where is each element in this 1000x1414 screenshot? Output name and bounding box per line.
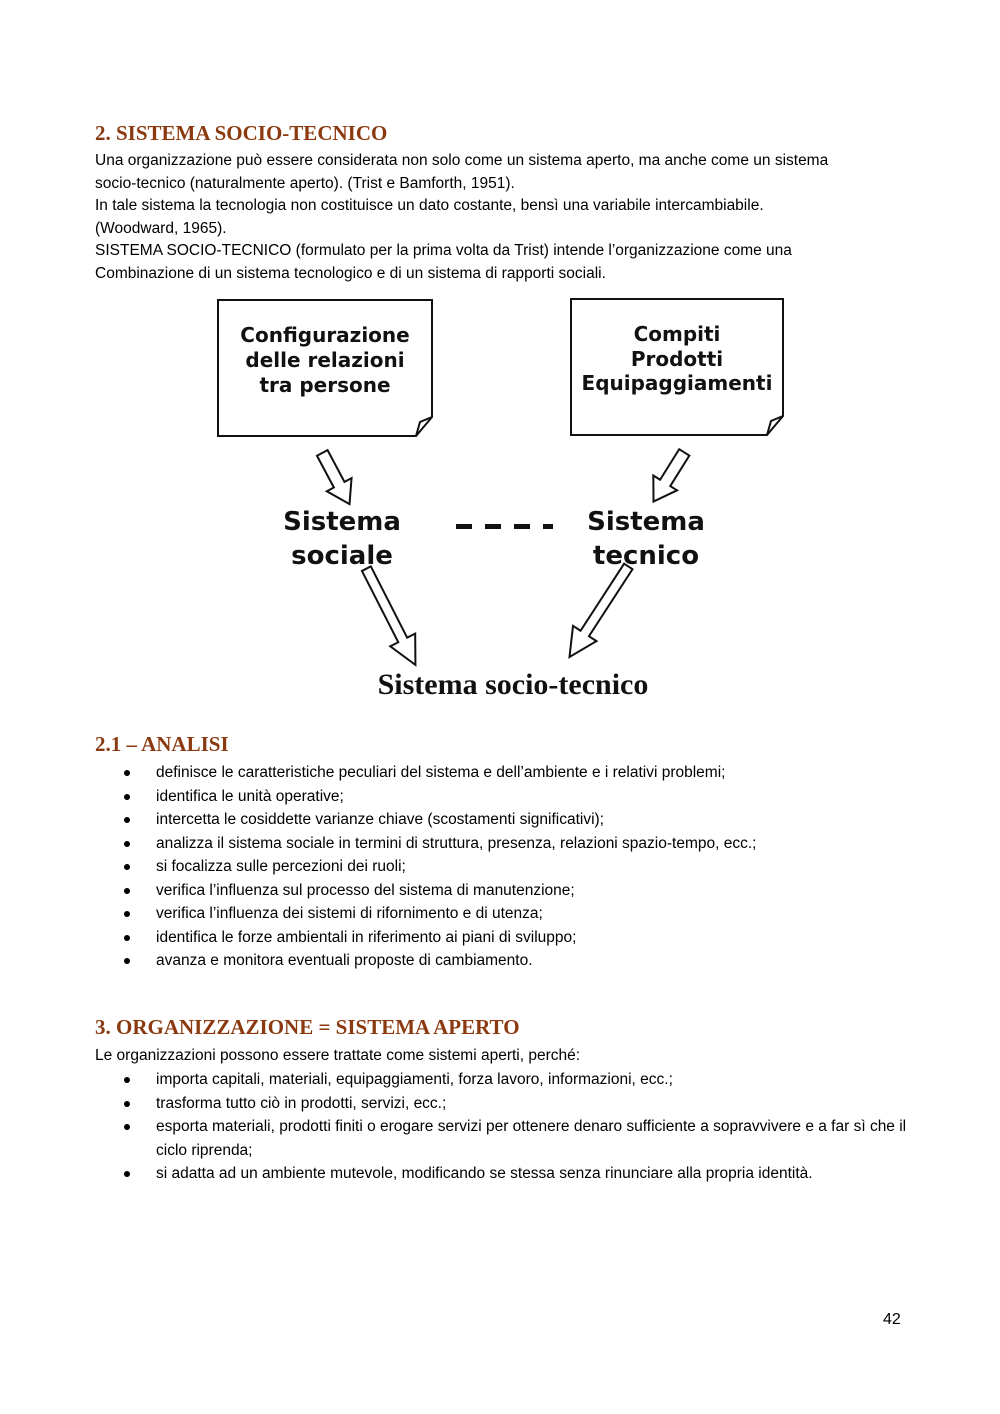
socio-technical-system-label: Sistema socio-tecnico	[377, 668, 649, 701]
list-item: si focalizza sulle percezioni dei ruoli;	[95, 855, 915, 879]
body-line: In tale sistema la tecnologia non costituisce un dato costante, bensì una variabile intercambiabile.	[95, 197, 764, 214]
section-3-heading: 3. ORGANIZZAZIONE = SISTEMA APERTO	[95, 1015, 520, 1039]
bullet-icon	[124, 1171, 130, 1177]
left-note-box	[218, 300, 432, 436]
dashed-connector	[456, 524, 553, 529]
right-box-line: Prodotti	[630, 347, 724, 371]
list-item: verifica l’influenza sul processo del sistema di manutenzione;	[95, 879, 915, 903]
bullet-icon	[124, 888, 130, 894]
list-item: intercetta le cosiddette varianze chiave (scostamenti significativi);	[95, 808, 915, 832]
arrow-technical-to-sociotech-icon	[558, 559, 640, 665]
bullet-icon	[124, 1124, 130, 1130]
section-2-heading: 2. SISTEMA SOCIO-TECNICO	[95, 121, 388, 145]
open-system-list	[95, 1068, 915, 1186]
left-box-line: Configurazione	[240, 323, 410, 347]
arrow-social-to-sociotech-icon	[354, 562, 428, 671]
bullet-icon	[124, 817, 130, 823]
left-system-line: Sistema	[283, 507, 401, 537]
list-item: verifica l’influenza dei sistemi di rifornimento e di utenza;	[95, 902, 915, 926]
right-system-line: tecnico	[592, 541, 700, 571]
right-box-line: Compiti	[633, 322, 721, 346]
bullet-icon	[124, 841, 130, 847]
body-line: Una organizzazione può essere considerata non solo come un sistema aperto, ma anche come un sistema	[95, 152, 829, 169]
right-system-line: Sistema	[587, 507, 705, 537]
bullet-icon	[124, 770, 130, 776]
left-box-line: tra persone	[259, 373, 391, 397]
list-item: analizza il sistema sociale in termini di struttura, presenza, relazioni spazio-tempo, ecc.;	[95, 832, 915, 856]
list-item: esporta materiali, prodotti finiti o erogare servizi per ottenere denaro sufficiente a sopravvivere e a far sì che il ciclo riprenda;	[95, 1115, 915, 1162]
bullet-icon	[124, 1077, 130, 1083]
list-item: definisce le caratteristiche peculiari del sistema e dell’ambiente e i relativi problemi;	[95, 761, 915, 785]
bullet-icon	[124, 1101, 130, 1107]
right-box-line: Equipaggiamenti	[581, 371, 773, 395]
analysis-list	[95, 761, 915, 973]
bullet-icon	[124, 794, 130, 800]
list-item: identifica le forze ambientali in riferimento ai piani di sviluppo;	[95, 926, 915, 950]
body-line: Combinazione di un sistema tecnologico e di un sistema di rapporti sociali.	[95, 264, 606, 282]
list-item: avanza e monitora eventuali proposte di cambiamento.	[95, 949, 915, 973]
right-note-box	[571, 299, 783, 435]
section-2-1-heading: 2.1 – ANALISI	[95, 732, 229, 756]
bullet-icon	[124, 911, 130, 917]
page-number: 42	[883, 1311, 901, 1328]
bullet-icon	[124, 935, 130, 941]
bullet-icon	[124, 958, 130, 964]
body-line: socio-tecnico (naturalmente aperto). (Trist e Bamforth, 1951).	[95, 174, 515, 192]
left-box-line: delle relazioni	[245, 348, 405, 372]
arrow-down-right-icon	[310, 446, 362, 510]
list-item: si adatta ad un ambiente mutevole, modificando se stessa senza rinunciare alla propria identità.	[95, 1162, 915, 1186]
left-system-line: sociale	[291, 541, 393, 571]
body-line: (Woodward, 1965).	[95, 219, 227, 237]
list-item: trasforma tutto ciò in prodotti, servizi, ecc.;	[95, 1092, 915, 1116]
list-item: identifica le unità operative;	[95, 785, 915, 809]
list-item: importa capitali, materiali, equipaggiamenti, forza lavoro, informazioni, ecc.;	[95, 1068, 915, 1092]
section-3-intro: Le organizzazioni possono essere trattate come sistemi aperti, perché:	[95, 1047, 581, 1064]
socio-technical-diagram	[200, 290, 820, 710]
section-2-body	[95, 150, 915, 285]
body-line: SISTEMA SOCIO-TECNICO (formulato per la prima volta da Trist) intende l’organizzazione come una	[95, 242, 792, 259]
arrow-down-left-icon	[642, 445, 696, 509]
bullet-icon	[124, 864, 130, 870]
